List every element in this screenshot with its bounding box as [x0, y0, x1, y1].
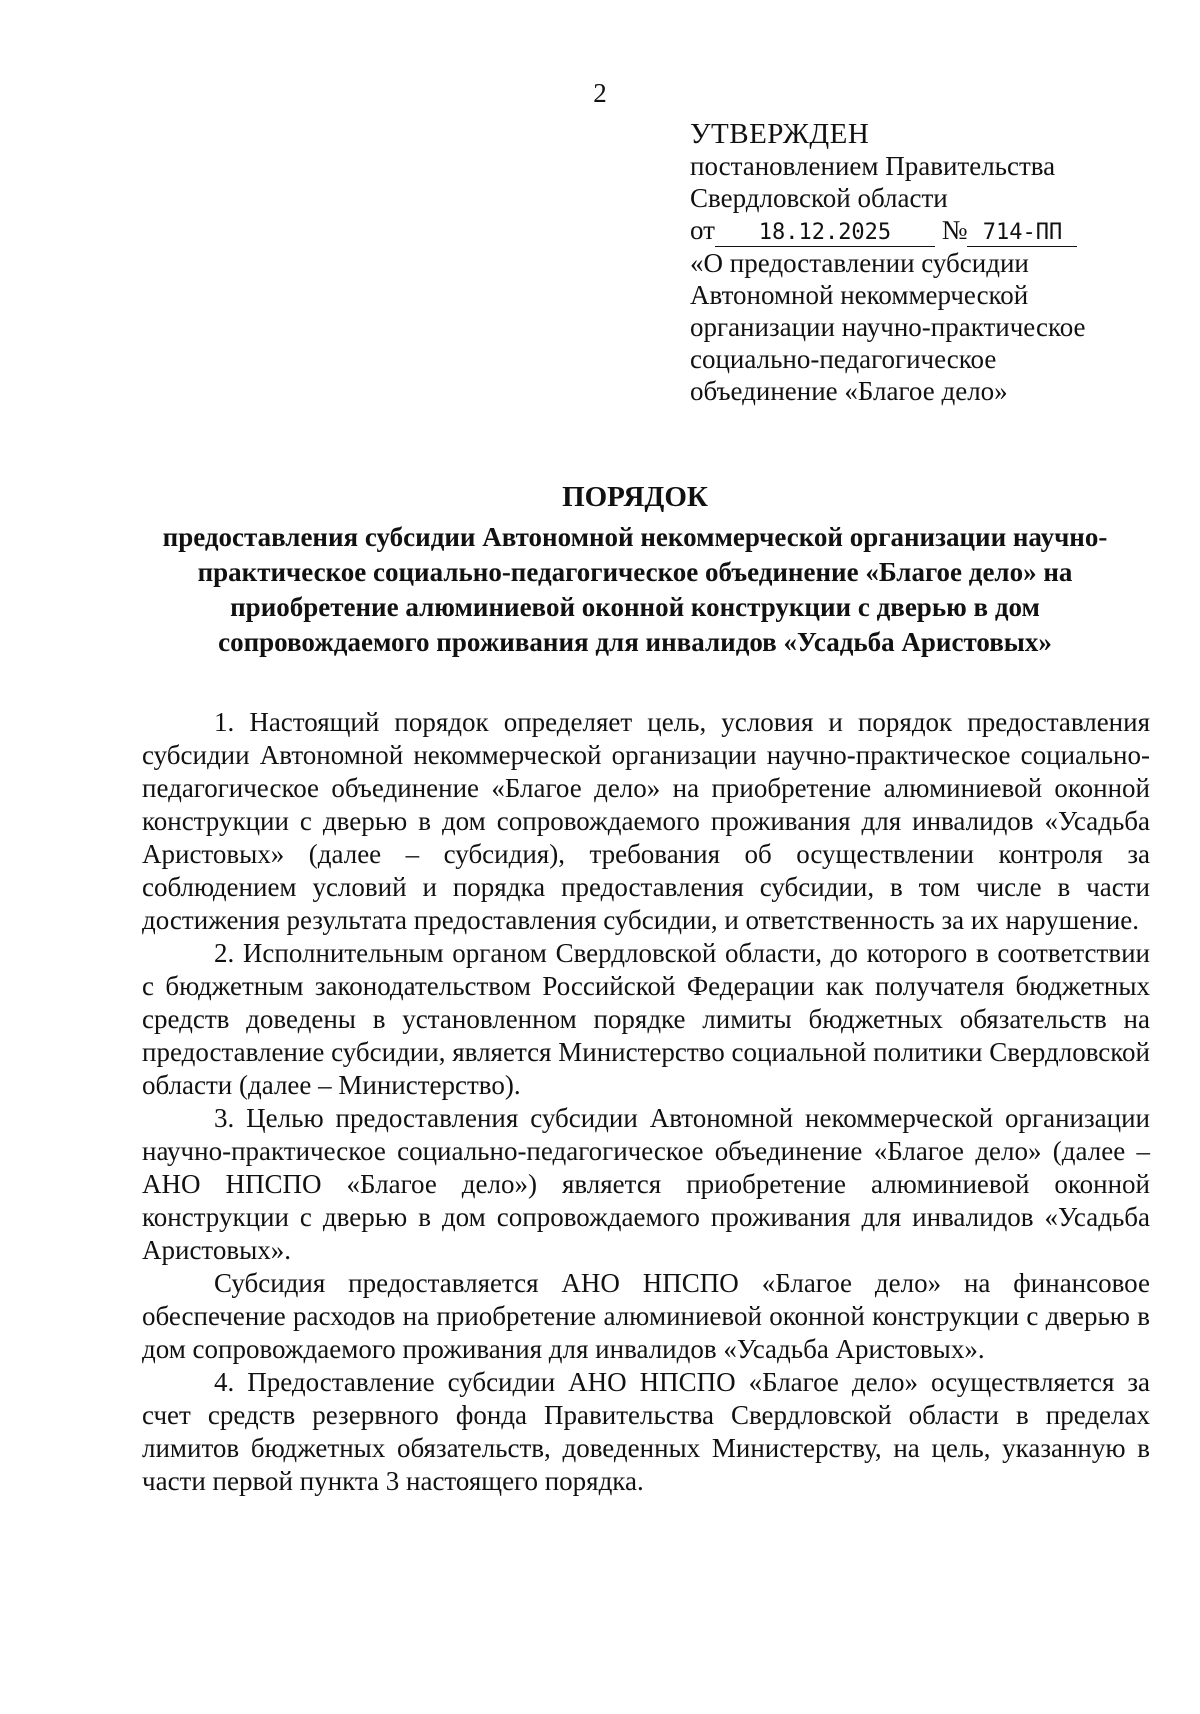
- paragraph-3: 3. Целью предоставления субсидии Автономной некоммерческой организации научно-практическое социально-педагогическое объединение «Благое дело» (далее – АНО НПСПО «Благое дело») является приобретение алюминиевой оконной конструкции с дверью в дом сопровождаемого проживания для инвалидов «Усадьба Аристовых».: [142, 1103, 1150, 1265]
- document-title-block: [130, 478, 1140, 660]
- approval-date-number-line: [690, 214, 1150, 247]
- paragraph-4: 4. Предоставление субсидии АНО НПСПО «Благое дело» осуществляется за счет средств резервного фонда Правительства Свердловской области в пределах лимитов бюджетных обязательств, доведенных Министерству, на цель, указанную в части первой пункта 3 настоящего порядка.: [142, 1367, 1150, 1496]
- approval-block: [690, 118, 1150, 407]
- approval-subject-line: социально-педагогическое: [690, 344, 997, 374]
- resolution-date: 18.12.2025: [715, 220, 935, 247]
- document-subtitle: предоставления субсидии Автономной некоммерческой организации научно-практическое социально-педагогическое объединение «Благое дело» на приобретение алюминиевой оконной конструкции с дверью в дом сопровождаемого проживания для инвалидов «Усадьба Аристовых»: [162, 522, 1108, 657]
- approval-subject-line: «О предоставлении субсидии: [690, 248, 1029, 278]
- approval-title: УТВЕРЖДЕН: [690, 118, 870, 150]
- approval-subject-line: объединение «Благое дело»: [690, 376, 1008, 406]
- document-heading: ПОРЯДОК: [562, 481, 708, 513]
- paragraph-3-continued: Субсидия предоставляется АНО НПСПО «Благое дело» на финансовое обеспечение расходов на приобретение алюминиевой оконной конструкции с дверью в дом сопровождаемого проживания для инвалидов «Усадьба Аристовых».: [142, 1268, 1150, 1364]
- paragraph-2: 2. Исполнительным органом Свердловской области, до которого в соответствии с бюджетным законодательством Российской Федерации как получателя бюджетных средств доведены в установленном порядке лимиты бюджетных обязательств на предоставление субсидии, является Министерство социальной политики Свердловской области (далее – Министерство).: [142, 938, 1150, 1100]
- approval-subject-line: организации научно-практическое: [690, 312, 1086, 342]
- approval-subject-line: Автономной некоммерческой: [690, 280, 1029, 310]
- resolution-number: 714-ПП: [967, 220, 1077, 247]
- page-number: 2: [593, 78, 607, 108]
- paragraph-1: 1. Настоящий порядок определяет цель, условия и порядок предоставления субсидии Автономной некоммерческой организации научно-практическое социально-педагогическое объединение «Благое дело» на приобретение алюминиевой оконной конструкции с дверью в дом сопровождаемого проживания для инвалидов «Усадьба Аристовых» (далее – субсидия), требования об осуществлении контроля за соблюдением условий и порядка предоставления субсидии, в том числе в части достижения результата предоставления субсидии, и ответственность за их нарушение.: [142, 707, 1150, 935]
- from-label: от: [690, 215, 715, 245]
- approval-line-1: постановлением Правительства: [690, 151, 1056, 181]
- approval-line-2: Свердловской области: [690, 183, 948, 213]
- number-label: №: [941, 215, 968, 245]
- document-body: [142, 706, 1150, 1498]
